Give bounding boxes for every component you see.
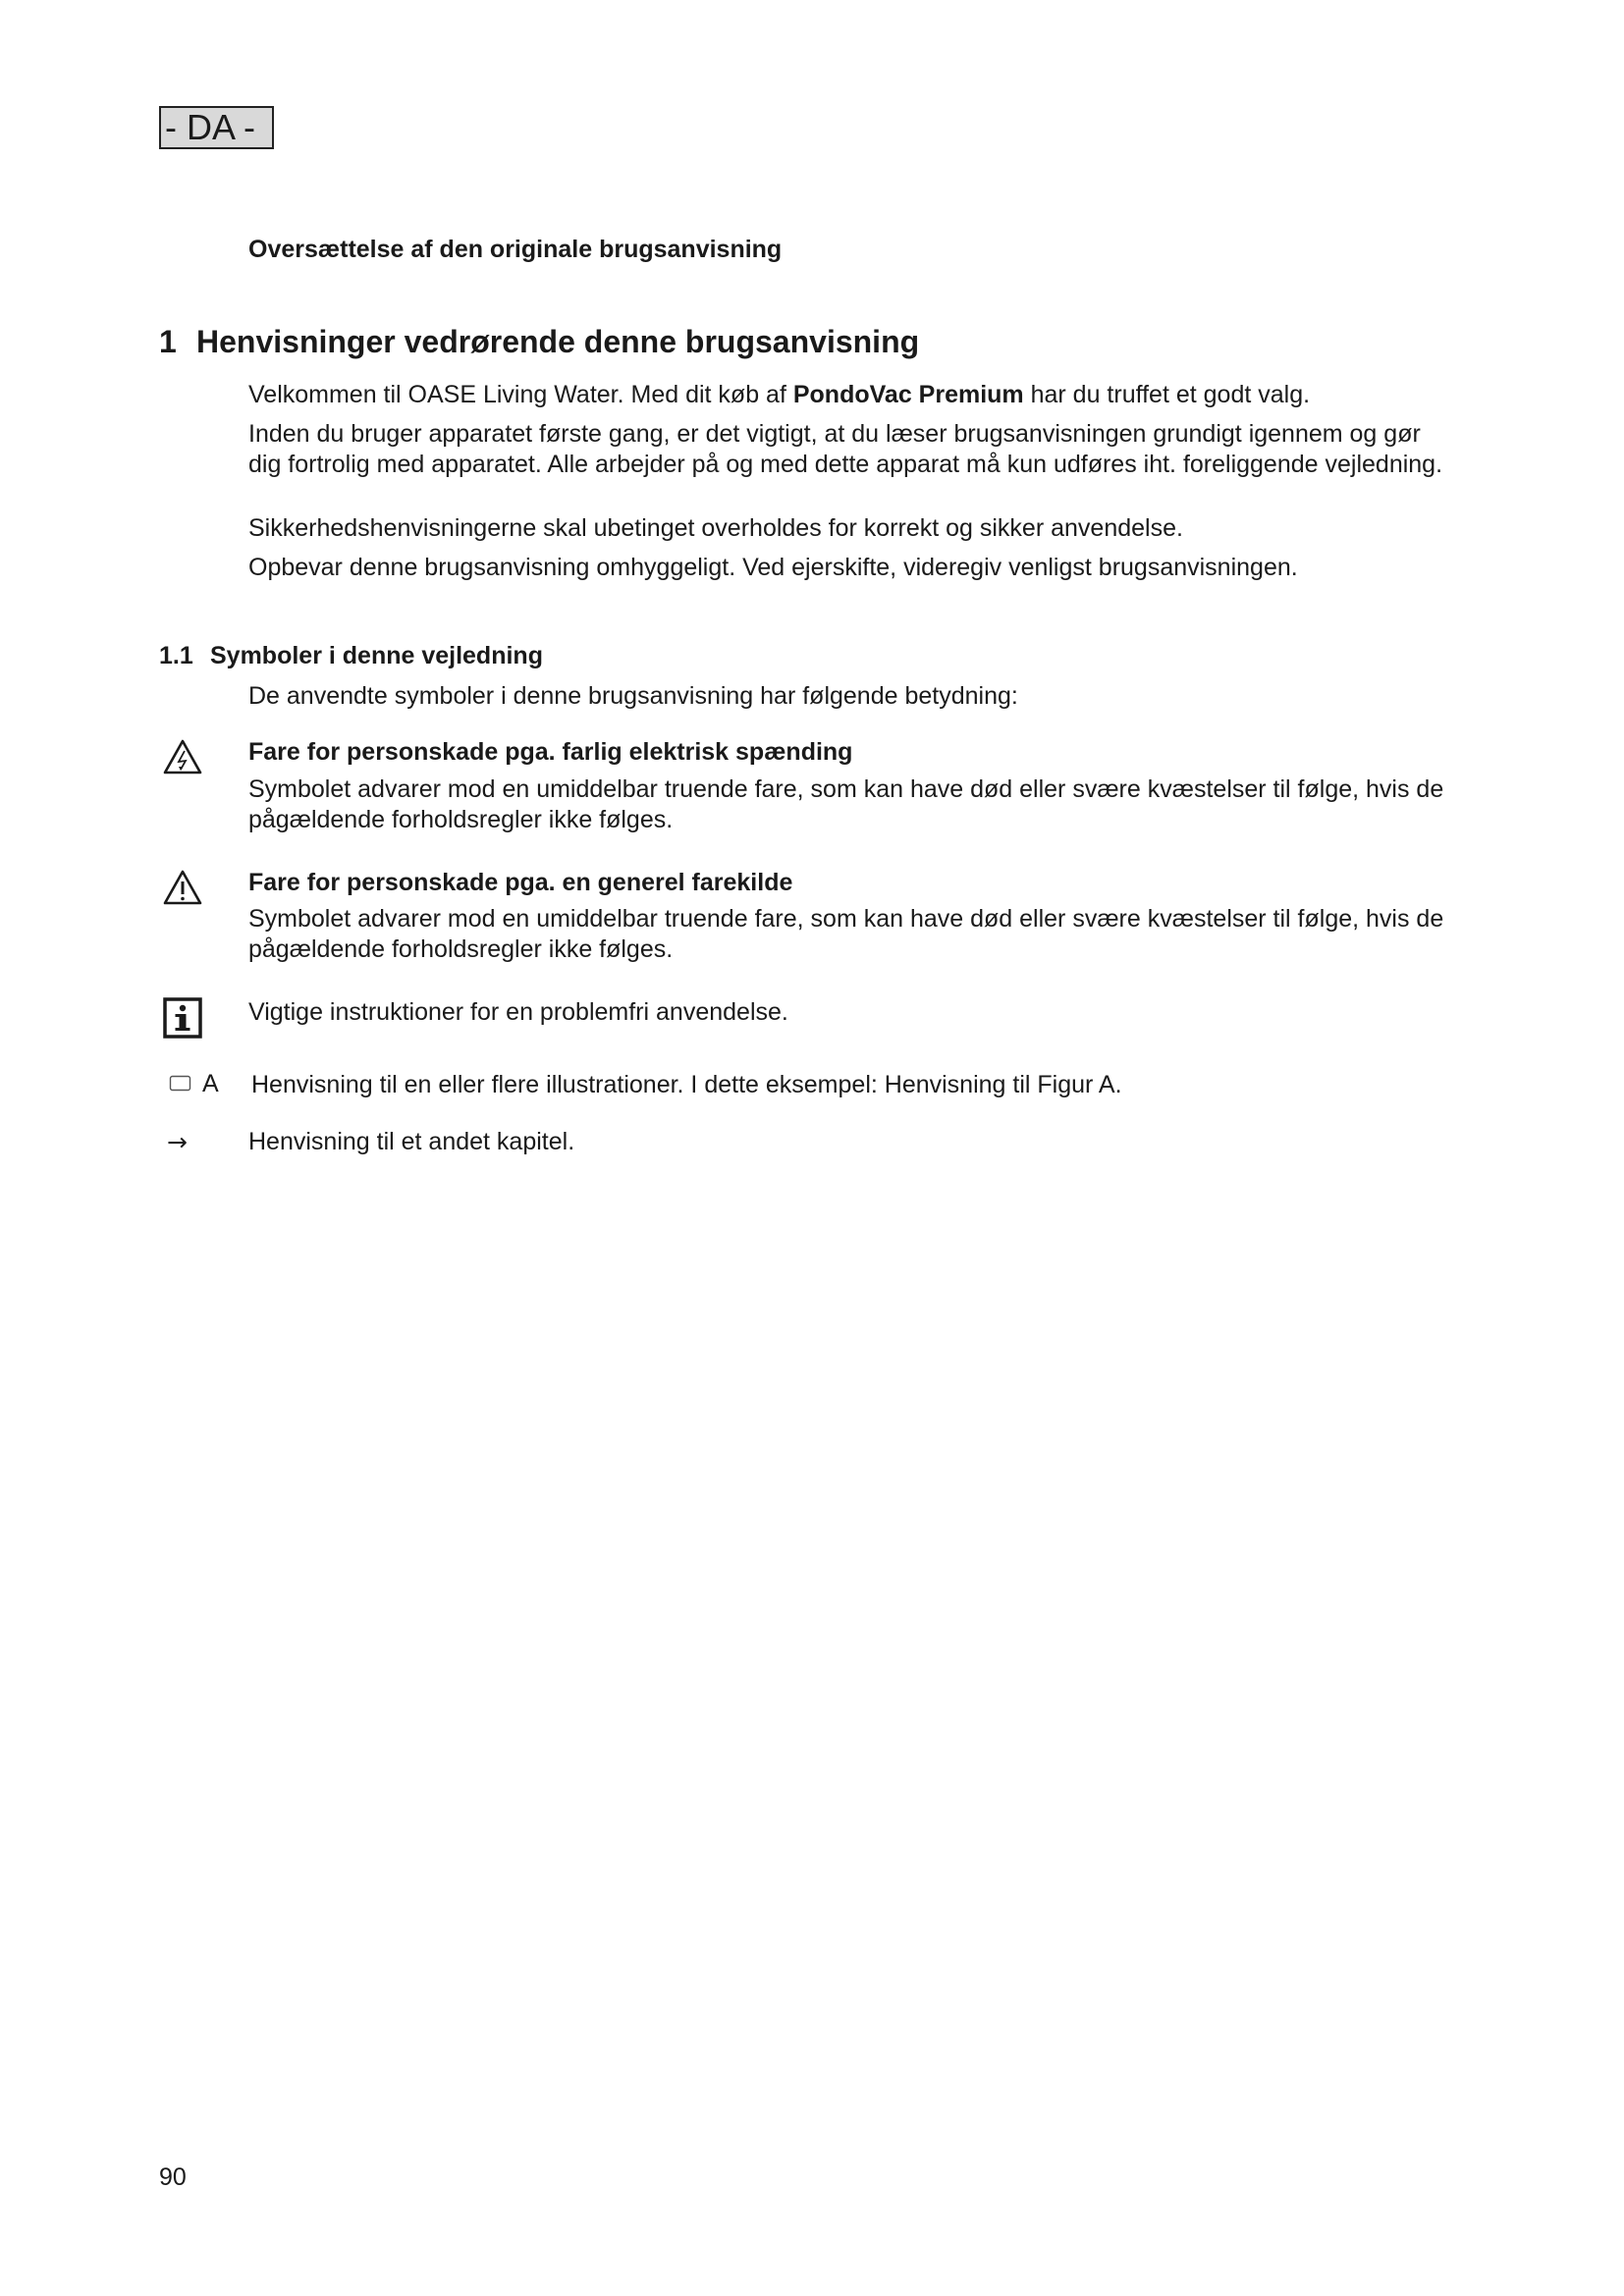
symbol-description: Henvisning til en eller flere illustrationer. I dette eksempel: Henvisning til Figur A. <box>251 1071 1122 1098</box>
section-1-1-heading <box>159 642 543 670</box>
intro-paragraph <box>248 380 1456 410</box>
intro-text-end: har du truffet et godt valg. <box>1023 381 1311 408</box>
product-name: PondoVac Premium <box>792 381 1024 408</box>
general-warning-icon <box>163 870 202 910</box>
section-1-heading <box>159 324 919 360</box>
intro-text: Velkommen til OASE Living Water. Med dit køb af <box>248 381 793 408</box>
figure-label: A <box>202 1070 219 1097</box>
electrical-warning-icon <box>163 739 202 779</box>
section-number: 1 <box>159 324 177 359</box>
figure-reference-icon <box>169 1074 192 1098</box>
symbol-title: Fare for personskade pga. en generel farekilde <box>248 869 793 896</box>
paragraph-safety: Sikkerhedshenvisningerne skal ubetinget overholdes for korrekt og sikker anvendelse. <box>248 514 1183 542</box>
section-title: Henvisninger vedrørende denne brugsanvisning <box>196 324 920 359</box>
paragraph-read-manual: Inden du bruger apparatet første gang, er det vigtigt, at du læser brugsanvisningen grundigt igennem og gør dig fortrolig med apparatet. Alle arbejder på og med dette apparat må kun udføres iht. foreliggende vejledning. <box>248 420 1443 478</box>
subsection-number: 1.1 <box>159 642 193 669</box>
symbol-description: Vigtige instruktioner for en problemfri anvendelse. <box>248 998 788 1026</box>
symbol-description: Henvisning til et andet kapitel. <box>248 1128 575 1155</box>
symbol-description: Symbolet advarer mod en umiddelbar truende fare, som kan have død eller svære kvæstelser til følge, hvis de pågældende forholdsregler ikke følges. <box>248 905 1444 963</box>
symbols-intro: De anvendte symboler i denne brugsanvisning har følgende betydning: <box>248 682 1018 710</box>
document-subtitle: Oversættelse af den originale brugsanvisning <box>248 236 783 263</box>
symbol-title: Fare for personskade pga. farlig elektrisk spænding <box>248 738 853 766</box>
info-icon <box>163 997 202 1043</box>
paragraph-keep-manual: Opbevar denne brugsanvisning omhyggeligt. Ved ejerskifte, videregiv venligst brugsanvisningen. <box>248 554 1298 581</box>
arrow-right-icon: → <box>167 1128 188 1156</box>
subsection-title: Symboler i denne vejledning <box>210 642 543 669</box>
symbol-description: Symbolet advarer mod en umiddelbar truende fare, som kan have død eller svære kvæstelser til følge, hvis de pågældende forholdsregler ikke følges. <box>248 775 1444 833</box>
page-number: 90 <box>159 2163 187 2191</box>
language-tab: - DA - <box>159 106 274 149</box>
